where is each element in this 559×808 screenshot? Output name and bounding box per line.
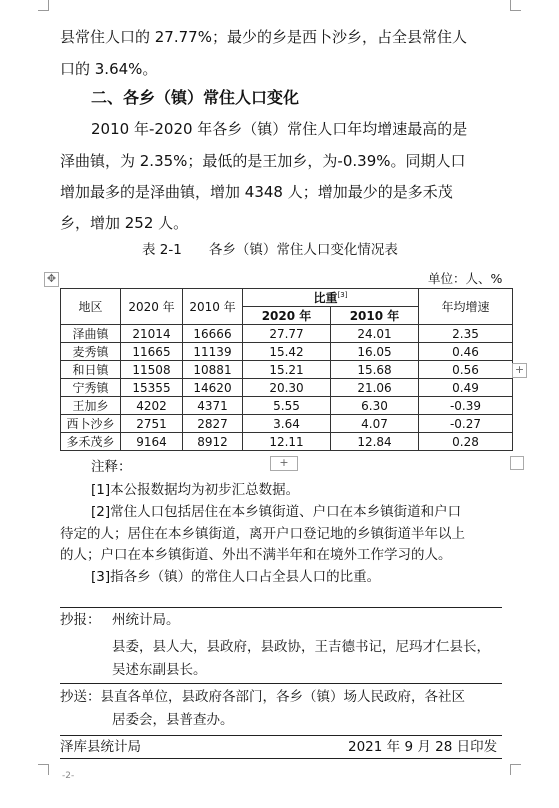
- header-2010: 2010 年: [183, 289, 243, 325]
- header-share-2020: 2020 年: [243, 307, 331, 325]
- table-cell-share2010: 12.84: [331, 433, 419, 451]
- chaobao-recipients: 州统计局。: [112, 612, 180, 628]
- body-text-line: 口的 3.64%。: [60, 60, 158, 78]
- table-caption: 表 2-1 各乡（镇）常住人口变化情况表: [142, 242, 398, 258]
- table-cell-growth: 0.28: [419, 433, 513, 451]
- table-row: [61, 325, 513, 343]
- header-share: [243, 289, 419, 307]
- table-cell-pop2010: 11139: [183, 343, 243, 361]
- page-corner-mark: [510, 764, 521, 775]
- header-area: 地区: [61, 289, 121, 325]
- table-cell-area: 和日镇: [61, 361, 121, 379]
- table-row: [61, 343, 513, 361]
- table-cell-pop2010: 2827: [183, 415, 243, 433]
- page-corner-mark: [510, 0, 521, 11]
- table-row: [61, 361, 513, 379]
- table-cell-area: 泽曲镇: [61, 325, 121, 343]
- note-2-line: [2]常住人口包括居住在本乡镇街道、户口在本乡镇街道和户口: [91, 504, 462, 520]
- table-cell-share2020: 3.64: [243, 415, 331, 433]
- page-number: -2-: [62, 771, 75, 781]
- table-cell-pop2010: 8912: [183, 433, 243, 451]
- table-cell-growth: 2.35: [419, 325, 513, 343]
- table-cell-share2020: 12.11: [243, 433, 331, 451]
- table-cell-pop2010: 4371: [183, 397, 243, 415]
- table-row: [61, 379, 513, 397]
- header-share-2010: 2010 年: [331, 307, 419, 325]
- table-unit: 单位：人、%: [428, 271, 503, 286]
- divider-line: [60, 607, 502, 608]
- table-cell-area: 麦秀镇: [61, 343, 121, 361]
- table-cell-growth: 0.49: [419, 379, 513, 397]
- table-cell-share2010: 24.01: [331, 325, 419, 343]
- table-cell-pop2020: 4202: [121, 397, 183, 415]
- table-cell-share2010: 21.06: [331, 379, 419, 397]
- chaobao-label: 抄报：: [60, 612, 101, 628]
- table-row: [61, 415, 513, 433]
- table-cell-pop2020: 21014: [121, 325, 183, 343]
- table-cell-area: 王加乡: [61, 397, 121, 415]
- note-3: [3]指各乡（镇）的常住人口占全县人口的比重。: [91, 569, 381, 585]
- body-text-line: 乡，增加 252 人。: [60, 214, 189, 232]
- table-row: [61, 397, 513, 415]
- table-add-row-button[interactable]: +: [270, 456, 298, 471]
- table-cell-share2010: 4.07: [331, 415, 419, 433]
- population-change-table: [60, 288, 513, 451]
- chaosong-recipients: 居委会，县普查办。: [112, 712, 234, 728]
- chaobao-recipients: 吴述东副县长。: [112, 662, 207, 678]
- divider-line: [60, 683, 502, 684]
- table-cell-area: 西卜沙乡: [61, 415, 121, 433]
- table-cell-share2020: 15.42: [243, 343, 331, 361]
- body-text-line: 增加最多的是泽曲镇，增加 4348 人；增加最少的是多禾茂: [60, 183, 453, 201]
- header-2020: 2020 年: [121, 289, 183, 325]
- body-text-line: 2010 年-2020 年各乡（镇）常住人口年均增速最高的是: [91, 120, 468, 138]
- table-cell-pop2020: 11508: [121, 361, 183, 379]
- note-2-line: 待定的人；居住在本乡镇街道，离开户口登记地的乡镇街道半年以上: [60, 526, 465, 542]
- table-cell-share2010: 15.68: [331, 361, 419, 379]
- table-cell-pop2020: 2751: [121, 415, 183, 433]
- page-corner-mark: [38, 764, 49, 775]
- chaobao-recipients: 县委，县人大，县政府，县政协，王吉德书记，尼玛才仁县长，: [112, 639, 490, 655]
- table-resize-handle-icon[interactable]: [510, 456, 524, 470]
- table-cell-pop2020: 15355: [121, 379, 183, 397]
- issuer-name: 泽库县统计局: [60, 739, 141, 755]
- header-share-note: [3]: [337, 291, 348, 299]
- page-corner-mark: [38, 0, 49, 11]
- header-growth: 年均增速: [419, 289, 513, 325]
- table-cell-pop2010: 10881: [183, 361, 243, 379]
- table-cell-pop2010: 14620: [183, 379, 243, 397]
- table-row: [61, 433, 513, 451]
- note-1: [1]本公报数据均为初步汇总数据。: [91, 482, 300, 498]
- section-heading: 二、各乡（镇）常住人口变化: [91, 88, 300, 107]
- issue-date: 2021 年 9 月 28 日印发: [348, 739, 498, 755]
- table-add-column-button[interactable]: +: [512, 363, 527, 378]
- header-share-label: 比重: [313, 291, 338, 305]
- notes-label: 注释：: [91, 459, 132, 475]
- table-cell-pop2010: 16666: [183, 325, 243, 343]
- body-text-line: 县常住人口的 27.77%；最少的乡是西卜沙乡，占全县常住人: [60, 28, 467, 46]
- table-cell-growth: -0.27: [419, 415, 513, 433]
- table-cell-area: 多禾茂乡: [61, 433, 121, 451]
- table-cell-share2020: 20.30: [243, 379, 331, 397]
- table-cell-share2020: 15.21: [243, 361, 331, 379]
- chaosong-recipients: 抄送：县直各单位，县政府各部门，各乡（镇）场人民政府，各社区: [60, 689, 465, 705]
- table-cell-area: 宁秀镇: [61, 379, 121, 397]
- note-2-line: 的人；户口在本乡镇街道、外出不满半年和在境外工作学习的人。: [60, 547, 452, 563]
- table-cell-growth: 0.56: [419, 361, 513, 379]
- table-cell-share2020: 27.77: [243, 325, 331, 343]
- table-move-handle-icon[interactable]: ✥: [44, 272, 59, 287]
- table-cell-pop2020: 9164: [121, 433, 183, 451]
- body-text-line: 泽曲镇，为 2.35%；最低的是王加乡，为-0.39%。同期人口: [60, 152, 466, 170]
- table-cell-share2010: 16.05: [331, 343, 419, 361]
- table-cell-growth: -0.39: [419, 397, 513, 415]
- divider-line: [60, 758, 502, 759]
- divider-line: [60, 735, 502, 736]
- table-cell-pop2020: 11665: [121, 343, 183, 361]
- table-cell-growth: 0.46: [419, 343, 513, 361]
- table-cell-share2010: 6.30: [331, 397, 419, 415]
- table-cell-share2020: 5.55: [243, 397, 331, 415]
